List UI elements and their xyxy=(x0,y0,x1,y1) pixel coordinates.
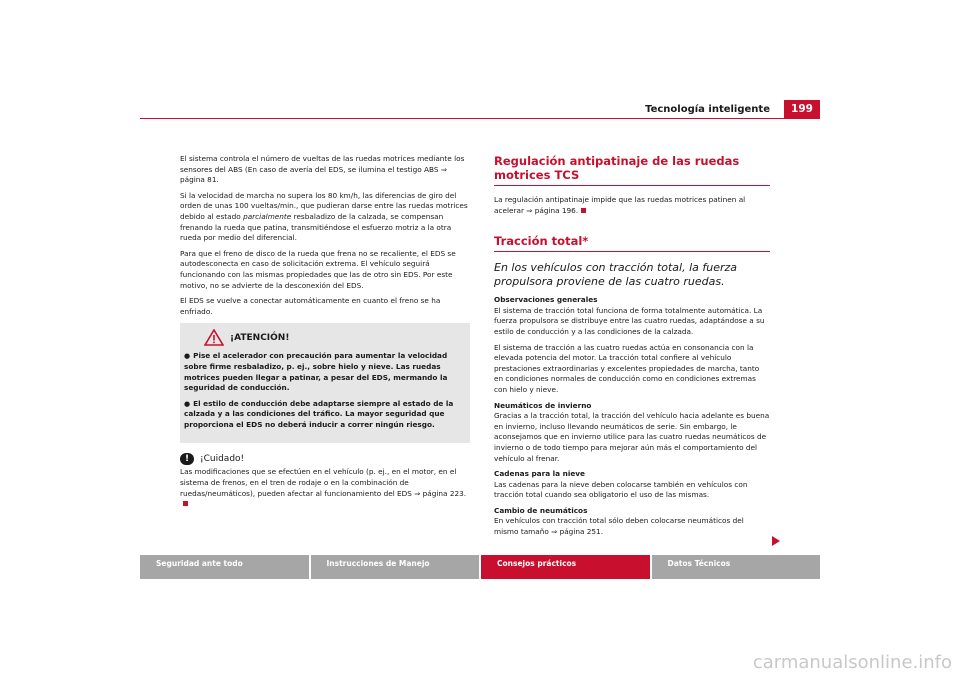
caution-title: ¡Cuidado! xyxy=(200,454,245,465)
tyre-change-text: En vehículos con tracción total sólo deben colocarse neumáticos del mismo tamaño ⇒ página 251. xyxy=(494,516,744,537)
tcs-heading: Regulación antipatinaje de las ruedas motrices TCS xyxy=(494,154,770,186)
warning-item-text: Pise el acelerador con precaución para aumentar la velocidad sobre firme resbaladizo, p. ej., sobre hielo y nieve. Las ruedas motrices pueden llegar a patinar, a pesar del EDS, mermando la seguridad de conducción. xyxy=(184,351,448,393)
awd-subtitle: En los vehículos con tracción total, la fuerza propulsora proviene de las cuatro ruedas. xyxy=(494,261,738,289)
warning-item xyxy=(184,351,466,393)
general-paragraph-1: El sistema de tracción total funciona de forma totalmente automática. La fuerza propulsora se distribuye entre las cuatro ruedas, adaptándose a su estilo de conducción y a las condiciones de la calzada. xyxy=(494,305,765,336)
footer-tab-operation[interactable]: Instrucciones de Manejo xyxy=(311,555,480,579)
right-column xyxy=(494,154,770,543)
eds-paragraph-2-part-c: resbaladizo de la calzada, se compensan frenando la rueda que patina, transmitiéndose el esfuerzo motriz a la otra rueda por medio del diferencial. xyxy=(180,211,452,243)
watermark: carmanualsonline.info xyxy=(752,652,952,673)
warning-item-text: El estilo de conducción debe adaptarse siempre al estado de la calzada y a las condiciones del tráfico. La mayor seguridad que proporciona el EDS no deberá inducir a correr ningún riesgo. xyxy=(184,398,454,429)
eds-paragraph-2-emphasis: parcialmente xyxy=(243,211,292,221)
page-header-title: Tecnología inteligente xyxy=(645,104,770,115)
caution-text-body: Las modificaciones que se efectúen en el vehículo (p. ej., en el motor, en el sistema de frenos, en el tren de rodaje o en la combinación de ruedas/neumáticos), pueden afectar al funcionamiento del EDS ⇒ página 223. xyxy=(180,467,467,498)
bullet-icon: ● xyxy=(184,399,191,408)
warning-header xyxy=(204,329,466,346)
tcs-text xyxy=(494,195,770,216)
awd-heading: Tracción total* xyxy=(494,234,770,252)
eds-paragraph-1: El sistema controla el número de vueltas de las ruedas motrices mediante los sensores del ABS (En caso de avería del EDS, se ilumina el testigo ABS ⇒ página 81. xyxy=(180,154,465,185)
header-rule xyxy=(140,118,820,119)
tcs-text-body: La regulación antipatinaje impide que las ruedas motrices patinen al acelerar ⇒ página 196. xyxy=(494,195,746,215)
caution-icon: ! xyxy=(180,453,194,465)
general-paragraph-2: El sistema de tracción a las cuatro ruedas actúa en consonancia con la elevada potencia del motor. La tracción total confiere al vehículo prestaciones extraordinarias y excelentes propiedades de marcha, tanto en condiciones normales de conducción como en condiciones extremas con hielo y nieve. xyxy=(494,342,760,394)
tyre-change-title: Cambio de neumáticos xyxy=(494,505,588,515)
footer-nav xyxy=(140,555,820,579)
bullet-icon: ● xyxy=(184,352,191,361)
snow-chains-title: Cadenas para la nieve xyxy=(494,469,585,479)
warning-triangle-icon xyxy=(204,329,224,346)
general-title: Observaciones generales xyxy=(494,295,598,305)
eds-paragraph-4: El EDS se vuelve a conectar automáticamente en cuanto el freno se ha enfriado. xyxy=(180,296,441,316)
winter-tyres-title: Neumáticos de invierno xyxy=(494,400,592,410)
warning-box xyxy=(180,323,470,443)
footer-tab-technical-data[interactable]: Datos Técnicos xyxy=(652,555,821,579)
winter-tyres-text: Gracias a la tracción total, la tracción del vehículo hacia adelante es buena en invierno, incluso llevando neumáticos de serie. Sin embargo, le aconsejamos que en invierno utilice para las cuatro ruedas neumáticos de invierno o de todo tiempo para mejorar aún más el comportamiento del vehículo al frenar. xyxy=(494,411,770,463)
footer-tab-safety[interactable]: Seguridad ante todo xyxy=(140,555,309,579)
caution-text xyxy=(180,467,470,509)
eds-paragraph-3: Para que el freno de disco de la rueda que frena no se recaliente, el EDS se autodesconecta en caso de solicitación extrema. El vehículo seguirá funcionando con las mismas propiedades que las de otro sin EDS. Por este motivo, no se advierte de la desconexión del EDS. xyxy=(180,248,456,290)
warning-item xyxy=(184,399,466,431)
snow-chains-text: Las cadenas para la nieve deben colocarse también en vehículos con tracción total cuando sea obligatorio el uso de las mismas. xyxy=(494,479,748,500)
left-column xyxy=(180,154,470,515)
caution-header xyxy=(180,453,470,465)
section-end-icon xyxy=(581,208,586,213)
eds-paragraph-2 xyxy=(180,191,470,244)
warning-title: ¡ATENCIÓN! xyxy=(230,332,290,343)
page-number: 199 xyxy=(784,100,820,119)
next-page-arrow-icon xyxy=(772,536,780,546)
eds-paragraph-2-part-a: Si la velocidad de marcha no supera los 80 km/h, las diferencias de giro del orden de unas 100 vueltas/min., que pudieran darse entre las ruedas motrices debido al estado xyxy=(180,190,468,221)
footer-tab-practical-tips[interactable]: Consejos prácticos xyxy=(481,555,650,579)
section-end-icon xyxy=(183,501,188,506)
